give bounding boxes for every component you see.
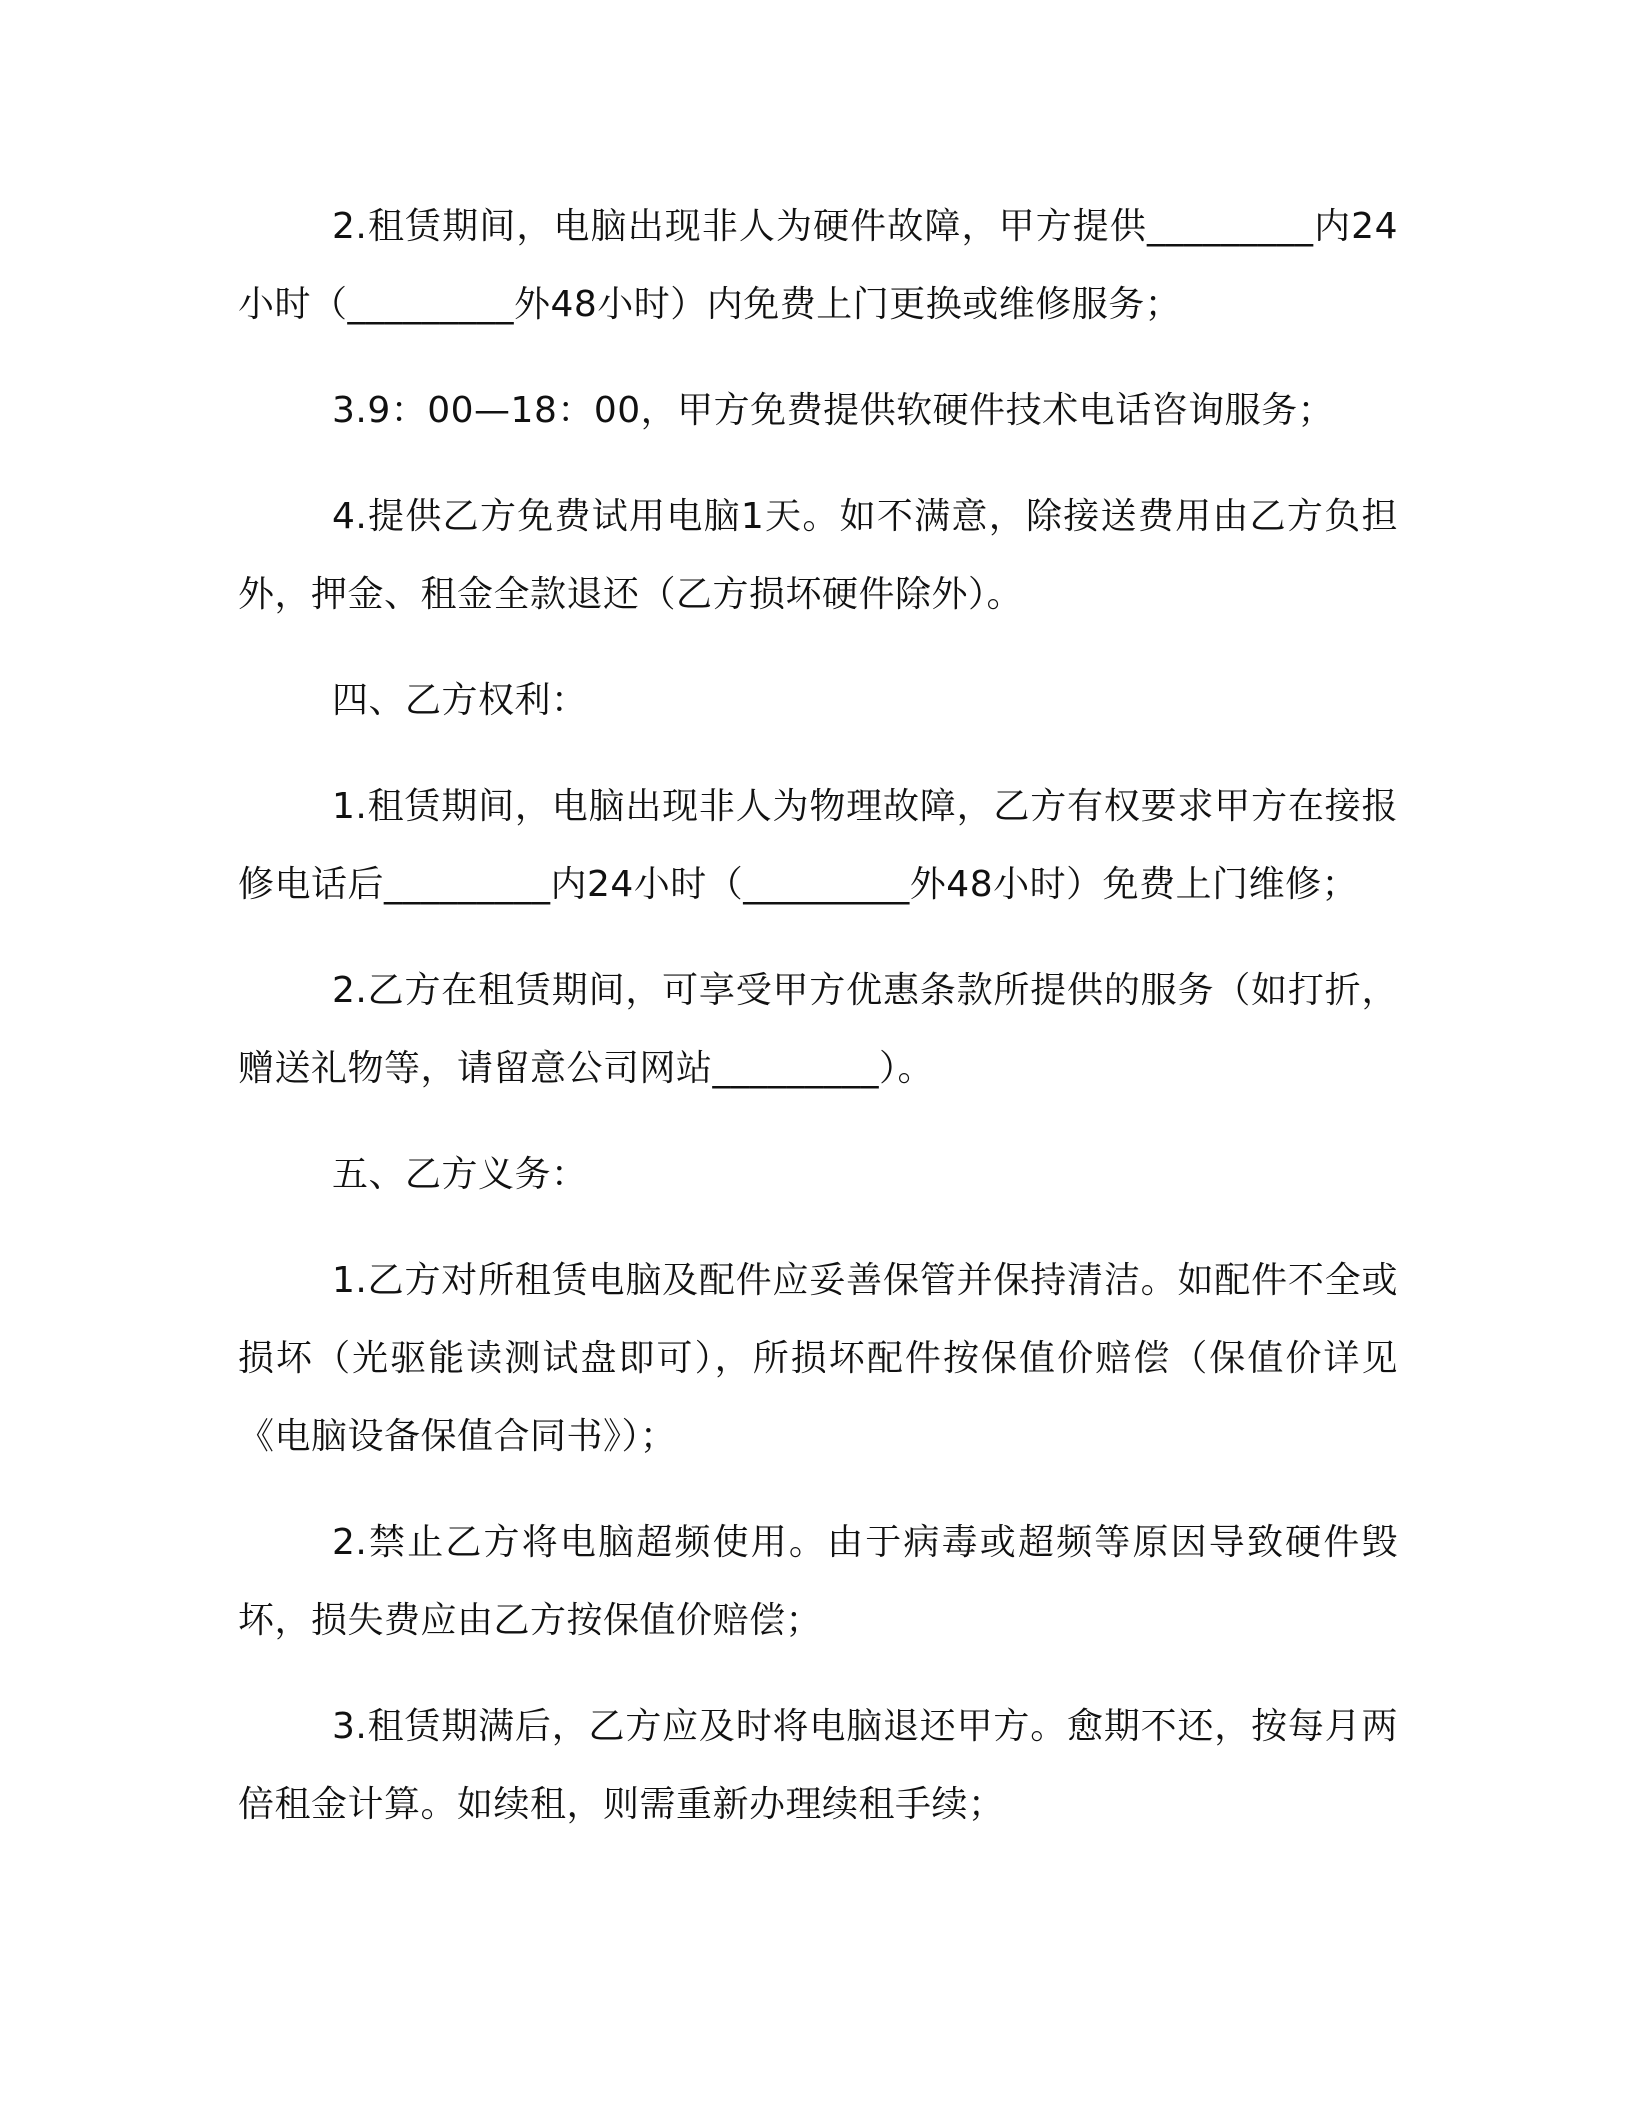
clause-a3-phone-support: 3.9：00—18：00，甲方免费提供软硬件技术电话咨询服务； [332,390,1335,431]
clause-a4-free-trial: 4.提供乙方免费试用电脑1天。如不满意，除接送费用由乙方负担外，押金、租金全款退还（乙方损坏硬件除外）。 [238,496,1398,615]
spacer [238,1108,1398,1136]
spacer [238,450,1398,478]
spacer [238,1476,1398,1504]
clause-b1-repair-request: 1.租赁期间，电脑出现非人为物理故障，乙方有权要求甲方在接报修电话后_________内24小时（_________外48小时）免费上门维修； [238,786,1398,905]
clause-c3-return: 3.租赁期满后，乙方应及时将电脑退还甲方。愈期不还，按每月两倍租金计算。如续租，则需重新办理续租手续； [238,1706,1398,1825]
clause-a2-repair-service: 2.租赁期间，电脑出现非人为硬件故障，甲方提供_________内24小时（_________外48小时）内免费上门更换或维修服务； [238,206,1398,325]
spacer [238,924,1398,952]
spacer [238,1660,1398,1688]
clause-b2-discounts: 2.乙方在租赁期间，可享受甲方优惠条款所提供的服务（如打折，赠送礼物等，请留意公司网站_________）。 [238,970,1398,1089]
spacer [238,344,1398,372]
clause-c1-care: 1.乙方对所租赁电脑及配件应妥善保管并保持清洁。如配件不全或损坏（光驱能读测试盘即可），所损坏配件按保值价赔偿（保值价详见《电脑设备保值合同书》）； [238,1260,1398,1457]
spacer [238,634,1398,662]
spacer [238,1214,1398,1242]
spacer [238,740,1398,768]
clause-c2-overclocking: 2.禁止乙方将电脑超频使用。由于病毒或超频等原因导致硬件毁坏，损失费应由乙方按保值价赔偿； [238,1522,1398,1641]
document-body [238,188,1398,1844]
section-heading-rights: 四、乙方权利： [332,680,588,721]
section-heading-obligations: 五、乙方义务： [332,1154,588,1195]
